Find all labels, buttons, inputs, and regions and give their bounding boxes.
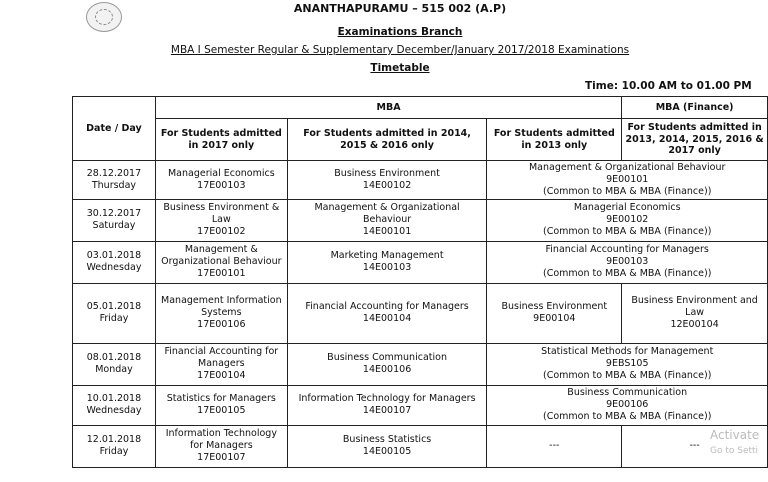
subject-2013-cell-line: --- (549, 440, 560, 452)
date-cell (73, 241, 156, 283)
date-cell (73, 199, 156, 241)
subject-2014-cell (287, 161, 487, 200)
subject-2017-cell-line: Management Information Systems (161, 295, 282, 319)
subject-common-cell-line: Financial Accounting for Managers (545, 244, 709, 256)
subject-common-cell-line: Managerial Economics (573, 202, 681, 214)
subject-2014-cell-line: 14E00107 (362, 405, 412, 417)
subject-2017-cell (155, 425, 287, 467)
subject-2017-cell-line: Financial Accounting for Managers (164, 346, 279, 370)
date-cell-date: 08.01.2018 (86, 352, 142, 364)
subject-2014-cell-line: Information Technology for Managers (298, 393, 476, 405)
date-cell-date: 12.01.2018 (86, 434, 142, 446)
subject-2017-cell (155, 343, 287, 385)
subject-common-cell-line: (Common to MBA & MBA (Finance)) (542, 268, 712, 280)
subject-2017-cell-line: 17E00106 (197, 319, 246, 331)
subject-2017-cell (155, 199, 287, 241)
header-exam-title: MBA I Semester Regular & Supplementary December/January 2017/2018 Examinations (170, 44, 630, 56)
table-row (73, 385, 768, 425)
subject-common-cell-line: (Common to MBA & MBA (Finance)) (542, 411, 712, 423)
date-cell-day: Thursday (91, 179, 137, 191)
subject-common-cell-line: Business Communication (567, 387, 688, 399)
date-cell-date: 03.01.2018 (86, 250, 142, 262)
subject-common-cell-line: (Common to MBA & MBA (Finance)) (542, 370, 712, 382)
date-cell-day: Monday (95, 364, 133, 376)
subject-2013-cell-line: 9E00104 (533, 313, 576, 325)
subject-2014-cell-line: Management & Organizational Behaviour (314, 202, 460, 226)
sub-fin-header: For Students admitted in 2013, 2014, 2015, 2016 & 2017 only (622, 119, 768, 161)
subject-2017-cell (155, 283, 287, 343)
timetable-table (72, 96, 768, 468)
settings-watermark: Go to Setti (710, 446, 759, 456)
sub-2014-header: For Students admitted in 2014, 2015 & 2016 only (287, 119, 487, 161)
subject-2017-cell-line: 17E00107 (197, 452, 246, 464)
date-cell (73, 161, 156, 200)
subject-common-cell-line: 9E00102 (606, 214, 649, 226)
subject-common-cell-line: Statistical Methods for Management (541, 346, 714, 358)
subject-2014-cell-line: Financial Accounting for Managers (305, 301, 469, 313)
subject-2014-cell-line: 14E00101 (362, 226, 412, 238)
date-cell-date: 30.12.2017 (86, 208, 142, 220)
subject-2017-cell (155, 161, 287, 200)
subject-common-cell-line: 9E00106 (606, 399, 649, 411)
subject-common-cell (487, 161, 768, 200)
date-cell (73, 425, 156, 467)
subject-common-cell-line: 9E00103 (606, 256, 649, 268)
subject-2017-cell-line: Information Technology for Managers (165, 428, 277, 452)
subject-2014-cell-line: 14E00106 (362, 364, 412, 376)
subject-2017-cell-line: 17E00101 (197, 268, 246, 280)
subject-fin-cell-line: --- (689, 440, 700, 452)
subject-2014-cell (287, 425, 487, 467)
date-cell-day: Friday (99, 446, 129, 458)
subject-2014-cell (287, 199, 487, 241)
subject-2017-cell-line: Management & Organizational Behaviour (161, 244, 282, 268)
header-address: ANANTHAPURAMU – 515 002 (A.P) (293, 2, 507, 15)
subject-2017-cell-line: Managerial Economics (167, 167, 275, 179)
table-row (73, 199, 768, 241)
table-row (73, 425, 768, 467)
subject-common-cell (487, 343, 768, 385)
subject-2014-cell-line: Marketing Management (330, 250, 444, 262)
sub-2017-header: For Students admitted in 2017 only (155, 119, 287, 161)
date-cell-date: 05.01.2018 (86, 301, 142, 313)
subject-2017-cell (155, 385, 287, 425)
subject-common-cell-line: (Common to MBA & MBA (Finance)) (542, 226, 712, 238)
subject-2017-cell-line: 17E00104 (197, 370, 246, 382)
subject-2014-cell-line: Business Communication (327, 352, 447, 364)
table-row (73, 161, 768, 200)
subject-2014-cell-line: 14E00105 (362, 446, 412, 458)
header-branch: Examinations Branch (337, 26, 463, 38)
date-cell (73, 385, 156, 425)
subject-2017-cell-line: Statistics for Managers (166, 393, 276, 405)
subject-2017-cell-line: Business Environment & Law (163, 202, 280, 226)
subject-2014-cell-line: Business Statistics (342, 434, 432, 446)
subject-2013-cell (487, 425, 622, 467)
subject-common-cell (487, 385, 768, 425)
date-cell-date: 28.12.2017 (86, 167, 142, 179)
activate-watermark: Activate (710, 428, 760, 442)
table-row (73, 283, 768, 343)
subject-2017-cell (155, 241, 287, 283)
date-cell-day: Wednesday (86, 405, 142, 417)
subject-2013-cell (487, 283, 622, 343)
subject-common-cell (487, 199, 768, 241)
subject-fin-cell (622, 283, 768, 343)
subject-2014-cell-line: 14E00103 (362, 262, 412, 274)
subject-fin-cell-line: Business Environment and Law (631, 295, 758, 319)
group-mba-header: MBA (155, 97, 621, 119)
header-time: Time: 10.00 AM to 01.00 PM (585, 80, 752, 92)
subject-2013-cell-line: Business Environment (501, 301, 608, 313)
date-cell (73, 343, 156, 385)
university-seal-logo (86, 2, 122, 32)
header-timetable: Timetable (370, 62, 430, 74)
col-date-header: Date / Day (73, 97, 156, 161)
date-cell-date: 10.01.2018 (86, 393, 142, 405)
subject-2017-cell-line: 17E00105 (197, 405, 246, 417)
date-cell-day: Wednesday (86, 262, 142, 274)
subject-2014-cell (287, 283, 487, 343)
subject-fin-cell-line: 12E00104 (670, 319, 719, 331)
group-fin-header: MBA (Finance) (622, 97, 768, 119)
subject-common-cell-line: Management & Organizational Behaviour (528, 162, 726, 173)
subject-2014-cell-line: 14E00102 (362, 179, 412, 191)
sub-2013-header: For Students admitted in 2013 only (487, 119, 622, 161)
subject-common-cell-line: (Common to MBA & MBA (Finance)) (542, 185, 712, 197)
subject-2014-cell-line: 14E00104 (362, 313, 412, 325)
subject-2017-cell-line: 17E00102 (197, 226, 246, 238)
subject-2014-cell (287, 343, 487, 385)
subject-common-cell-line: 9EBS105 (605, 358, 649, 370)
date-cell (73, 283, 156, 343)
subject-common-cell-line: 9E00101 (606, 173, 649, 185)
table-row (73, 241, 768, 283)
date-cell-day: Friday (99, 313, 129, 325)
table-row (73, 343, 768, 385)
subject-2017-cell-line: 17E00103 (197, 179, 246, 191)
subject-2014-cell-line: Business Environment (334, 167, 440, 179)
date-cell-day: Saturday (92, 220, 136, 232)
subject-2014-cell (287, 241, 487, 283)
subject-2014-cell (287, 385, 487, 425)
subject-common-cell (487, 241, 768, 283)
